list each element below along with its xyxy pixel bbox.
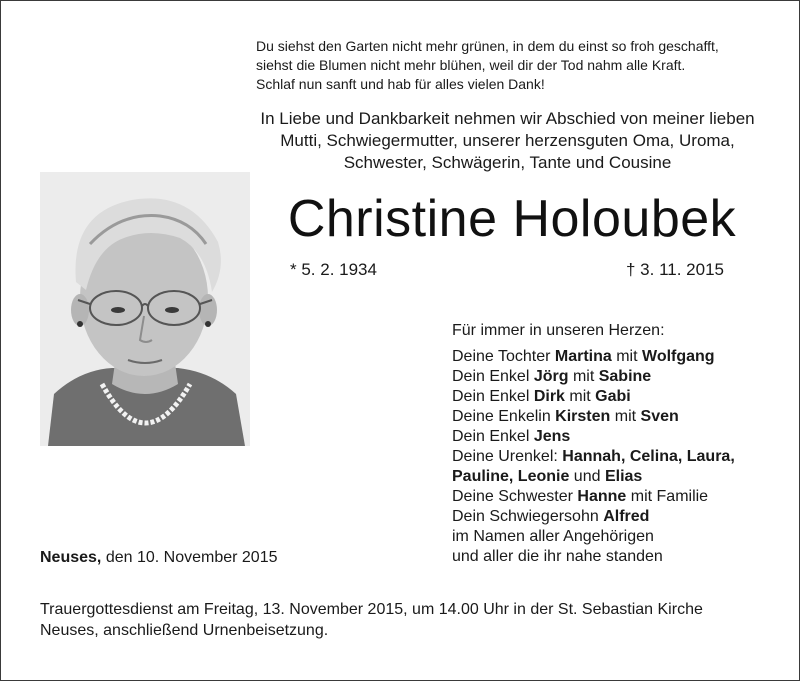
mourner-line [452,547,782,567]
mourner-line [452,467,782,487]
mourner-line [452,527,782,547]
mourner-relation: und aller die ihr nahe standen [452,548,663,565]
farewell-line: Mutti, Schwiegermutter, unserer herzensguten Oma, Uroma, [280,131,735,150]
mourner-line [452,367,782,387]
mourner-relation: und [569,468,605,485]
date-text: den 10. November 2015 [101,549,278,566]
farewell-line: In Liebe und Dankbarkeit nehmen wir Abschied von meiner lieben [260,109,755,128]
deceased-name: Christine Holoubek [287,190,737,248]
mourner-name: Elias [604,468,643,485]
mourner-relation: Dein Schwiegersohn [452,508,604,525]
mourner-name: Jörg [533,368,569,385]
mourner-line [452,407,782,427]
death-date: † 3. 11. 2015 [626,260,724,279]
mourner-line [452,487,782,507]
mourner-name: Martina [554,348,612,365]
place-date [40,548,278,568]
mourner-line [452,447,782,467]
mourner-relation: mit [568,368,599,385]
mourner-name: Jens [533,428,571,445]
mourner-relation: mit [611,348,642,365]
mourners-list [452,321,782,567]
mourner-relation: Dein Enkel [452,368,534,385]
mourner-name: Wolfgang [642,348,715,365]
mourner-name: Kirsten [555,408,611,425]
mourners-intro: Für immer in unseren Herzen: [452,322,665,339]
mourner-name: Sven [640,408,679,425]
mourner-line [452,507,782,527]
mourner-relation: Deine Urenkel: [452,448,563,465]
mourner-name: Dirk [533,388,565,405]
mourner-line [452,347,782,367]
poem [256,37,766,94]
farewell-line: Schwester, Schwägerin, Tante und Cousine [343,153,672,172]
service-info [40,599,770,641]
place-name: Neuses, [40,549,102,566]
mourner-relation: mit [610,408,641,425]
birth-date: * 5. 2. 1934 [290,260,377,279]
mourner-line [452,427,782,447]
service-line: Neuses, anschließend Urnenbeisetzung. [40,622,329,639]
mourner-name: Gabi [595,388,631,405]
mourner-name: Pauline, Leonie [452,468,570,485]
portrait-illustration [40,172,250,446]
poem-line: Schlaf nun sanft und hab für alles vielen Dank! [256,76,545,92]
mourner-name: Hannah, Celina, Laura, [562,448,735,465]
service-line: Trauergottesdienst am Freitag, 13. November 2015, um 14.00 Uhr in der St. Sebastian Kirche [40,601,703,618]
mourner-relation: Deine Enkelin [452,408,556,425]
mourner-relation: im Namen aller Angehörigen [452,528,654,545]
mourner-name: Hanne [577,488,627,505]
mourner-relation: mit [564,388,596,405]
mourner-relation: Deine Schwester [452,488,578,505]
farewell-text [240,108,775,174]
poem-line: Du siehst den Garten nicht mehr grünen, in dem du einst so froh geschafft, [256,38,719,54]
mourner-line [452,387,782,407]
mourner-name: Sabine [598,368,652,385]
mourner-lines [452,347,782,567]
mourner-relation: Dein Enkel [452,428,534,445]
mourner-relation: Dein Enkel [452,388,534,405]
mourner-relation: mit Familie [626,488,709,505]
poem-line: siehst die Blumen nicht mehr blühen, weil dir der Tod nahm alle Kraft. [256,57,686,73]
mourner-relation: Deine Tochter [452,348,555,365]
mourner-name: Alfred [603,508,650,525]
portrait-photo [40,172,250,446]
